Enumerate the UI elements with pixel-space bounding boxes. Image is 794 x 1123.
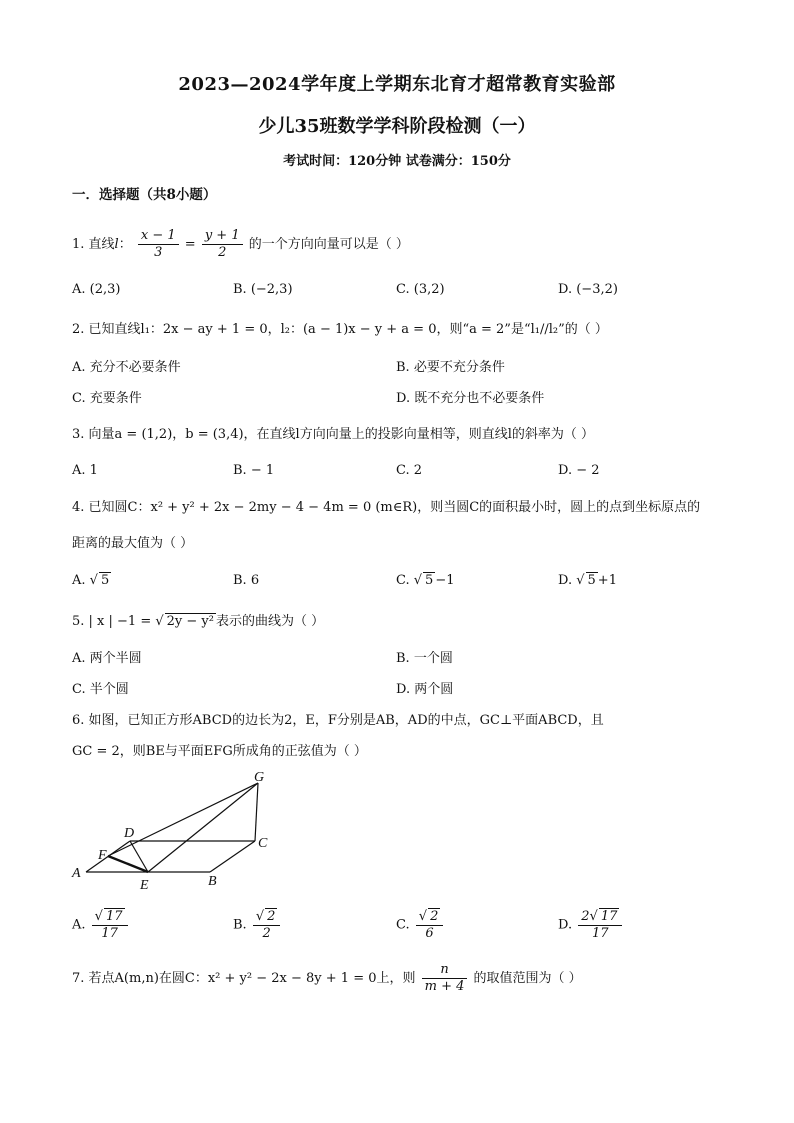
q5-option-d: D. 两个圆 — [396, 682, 454, 697]
edge-fg — [108, 783, 258, 856]
q4-option-b: B. 6 — [233, 573, 260, 588]
exam-title: 2023—2024学年度上学期东北育才超常教育实验部 — [178, 74, 616, 95]
q2-option-a: A. 充分不必要条件 — [72, 360, 181, 375]
question-1: 1. 直线l： $\frac{x - 1}{3}$ = $\frac{y + 1}{2}$ 的一个方向向量可以是（ ） — [72, 228, 409, 260]
q1-option-b: B. (−2,3) — [233, 282, 293, 297]
label-d: D — [124, 826, 135, 841]
q5-option-b: B. 一个圆 — [396, 651, 453, 666]
question-5: 5. | x | −1 = √ 2y − y² 表示的曲线为（ ） — [72, 614, 325, 629]
label-f: F — [98, 848, 107, 863]
q1-option-d: D. (−3,2) — [558, 282, 618, 297]
geometry-figure — [70, 765, 290, 895]
q2-option-d: D. 既不充分也不必要条件 — [396, 391, 545, 406]
q4-option-a: A. √ 5 — [72, 573, 110, 588]
q3-option-c: C. 2 — [396, 463, 423, 478]
question-6-line2: GC = 2，则BE与平面EFG所成角的正弦值为（ ） — [72, 744, 367, 759]
q4-option-c: C. √ 5 −1 — [396, 573, 455, 588]
q2-option-b: B. 必要不充分条件 — [396, 360, 505, 375]
q6-option-d: D. $\frac{2√ 17}{17}$ — [558, 908, 624, 942]
section-heading: 一．选择题（共8小题） — [72, 187, 217, 203]
exam-subtitle-class: 少儿35班数学学科阶段检测（一） — [258, 116, 536, 137]
q5-option-c: C. 半个圆 — [72, 682, 129, 697]
edge-fe-bold — [108, 856, 148, 872]
q1-option-c: C. (3,2) — [396, 282, 445, 297]
edge-bc — [210, 841, 255, 872]
question-4-line2: 距离的最大值为（ ） — [72, 536, 194, 551]
question-2: 2. 已知直线l₁：2x − ay + 1 = 0，l₂：(a − 1)x − y + a = 0，则“a = 2”是“l₁//l₂”的（ ） — [72, 322, 608, 337]
label-a: A — [72, 866, 81, 881]
label-e: E — [140, 878, 149, 893]
question-7: 7. 若点A(m,n)在圆C：x² + y² − 2x − 8y + 1 = 0上，则 $\frac{n}{m + 4}$ 的取值范围为（ ） — [72, 962, 582, 994]
q4-option-d: D. √ 5 +1 — [558, 573, 617, 588]
label-g: G — [254, 770, 265, 785]
q3-option-a: A. 1 — [72, 463, 98, 478]
q6-option-c: C. $\frac{√ 2}{6}$ — [396, 908, 445, 942]
q6-option-b: B. $\frac{√ 2}{2}$ — [233, 908, 282, 942]
question-4-line1: 4. 已知圆C：x² + y² + 2x − 2my − 4 − 4m = 0 (m∈R)，则当圆C的面积最小时，圆上的点到坐标原点的 — [72, 500, 701, 515]
q2-option-c: C. 充要条件 — [72, 391, 142, 406]
label-c: C — [258, 836, 268, 851]
question-3: 3. 向量a = (1,2)，b = (3,4)，在直线l方向向量上的投影向量相等，则直线l的斜率为（ ） — [72, 427, 595, 442]
question-6-line1: 6. 如图，已知正方形ABCD的边长为2，E，F分别是AB，AD的中点，GC⊥平面ABCD，且 — [72, 713, 604, 728]
q1-option-a: A. (2,3) — [72, 282, 121, 297]
edge-eg — [148, 783, 258, 872]
edge-gc — [255, 783, 258, 841]
label-b: B — [208, 874, 217, 889]
q5-option-a: A. 两个半圆 — [72, 651, 142, 666]
q3-option-b: B. − 1 — [233, 463, 275, 478]
exam-time-info: 考试时间：120分钟 试卷满分：150分 — [283, 154, 511, 169]
q3-option-d: D. − 2 — [558, 463, 600, 478]
q7-fraction: $\frac{n}{m + 4}$ — [422, 962, 468, 995]
q1-fraction-y: $\frac{y + 1}{2}$ — [202, 228, 243, 261]
q6-option-a: A. $\frac{√ 17}{17}$ — [72, 908, 130, 942]
q1-fraction-x: $\frac{x - 1}{3}$ — [138, 228, 179, 261]
